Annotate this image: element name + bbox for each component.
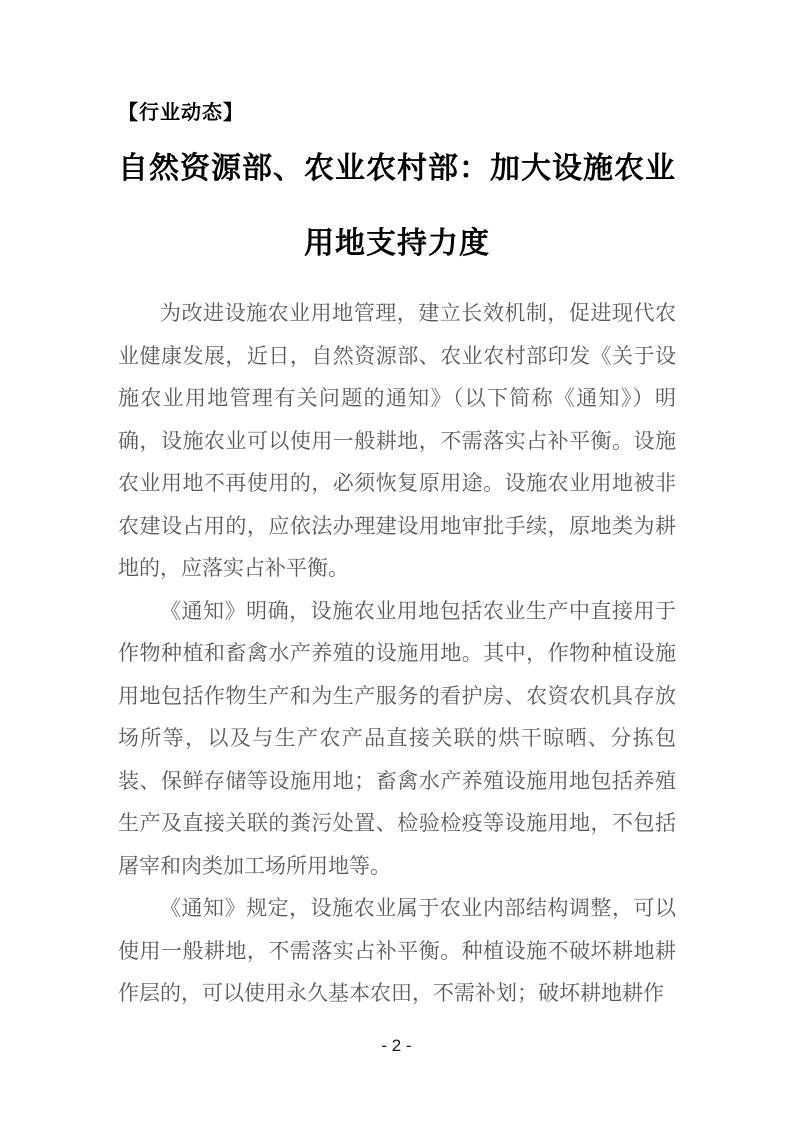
page-title bbox=[118, 131, 676, 281]
body-paragraph: 《通知》规定，设施农业属于农业内部结构调整，可以使用一般耕地，不需落实占补平衡。种植设施不破坏耕地耕作层的，可以使用永久基本农田，不需补划；破坏耕地耕作 bbox=[118, 896, 676, 1005]
body-paragraph: 为改进设施农业用地管理，建立长效机制，促进现代农业健康发展，近日，自然资源部、农业农村部印发《关于设施农业用地管理有关问题的通知》（以下简称《通知》）明确，设施农业可以使用一般耕地，不需落实占补平衡。设施农业用地不再使用的，必须恢复原用途。设施农业用地被非农建设占用的，应依法办理建设用地审批手续，原地类为耕地的，应落实占补平衡。 bbox=[118, 301, 676, 580]
page-title-line-1: 自然资源部、农业农村部：加大设施农业 bbox=[118, 152, 676, 185]
page-footer bbox=[0, 1036, 793, 1056]
section-tag: 【行业动态】 bbox=[118, 102, 244, 124]
page-title-line-2: 用地支持力度 bbox=[304, 227, 490, 260]
body-paragraph: 《通知》明确，设施农业用地包括农业生产中直接用于作物种植和畜禽水产养殖的设施用地。其中，作物种植设施用地包括作物生产和为生产服务的看护房、农资农机具存放场所等，以及与生产农产品直接关联的烘干晾晒、分拣包装、保鲜存储等设施用地；畜禽水产养殖设施用地包括养殖生产及直接关联的粪污处置、检验检疫等设施用地，不包括屠宰和肉类加工场所用地等。 bbox=[118, 598, 676, 878]
document-body bbox=[118, 292, 676, 1015]
page-number: - 2 - bbox=[381, 1036, 412, 1055]
